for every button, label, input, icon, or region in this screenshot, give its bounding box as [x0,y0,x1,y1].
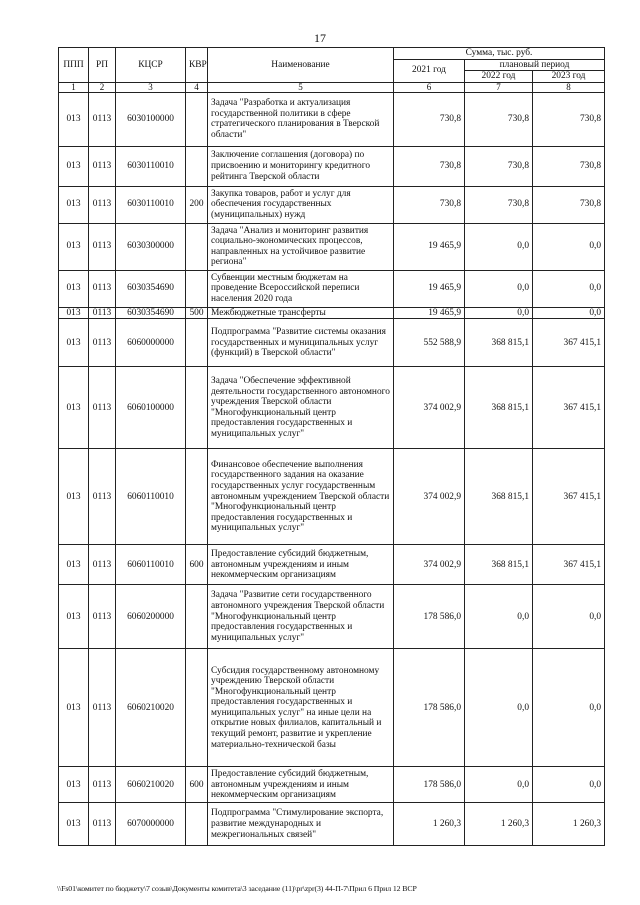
cell-kvr: 600 [186,767,208,803]
index-cell: 1 [59,82,89,92]
cell-kvr [186,92,208,146]
cell-2022: 730,8 [465,92,533,146]
index-cell: 6 [394,82,465,92]
cell-2023: 0,0 [533,307,605,319]
header-2021: 2021 год [394,59,465,82]
cell-ppp: 013 [59,545,89,585]
table-body [59,82,605,846]
cell-kvr: 600 [186,545,208,585]
table-row [59,585,605,649]
cell-name: Подпрограмма "Стимулирование экспорта, развитие международных и межрегиональных связей" [208,803,394,846]
cell-2023: 367 415,1 [533,319,605,367]
cell-kvr [186,449,208,545]
cell-kcsr: 6060210020 [116,767,186,803]
cell-kvr [186,319,208,367]
table-row [59,545,605,585]
cell-2021: 178 586,0 [394,585,465,649]
cell-2023: 730,8 [533,92,605,146]
cell-2022: 0,0 [465,767,533,803]
budget-table [58,47,605,846]
cell-2021: 19 465,9 [394,270,465,307]
cell-name: Задача "Разработка и актуализация государственной политики в сфере стратегического планирования в Тверской области" [208,92,394,146]
cell-kcsr: 6060200000 [116,585,186,649]
table-row [59,319,605,367]
cell-kcsr: 6060000000 [116,319,186,367]
cell-name: Закупка товаров, работ и услуг для обеспечения государственных (муниципальных) нужд [208,186,394,223]
cell-kcsr: 6030110010 [116,186,186,223]
page-number: 17 [314,31,326,45]
cell-kvr: 500 [186,307,208,319]
cell-2022: 0,0 [465,270,533,307]
cell-2023: 730,8 [533,186,605,223]
cell-2021: 374 002,9 [394,449,465,545]
cell-2021: 374 002,9 [394,545,465,585]
cell-2021: 374 002,9 [394,367,465,449]
table-row [59,767,605,803]
cell-2021: 178 586,0 [394,649,465,767]
cell-ppp: 013 [59,319,89,367]
cell-name: Финансовое обеспечение выполнения государственного задания на оказание государственных услуг государственным автономным учреждением Тверской области "Многофункциональный центр предоставления государственных и муниципальных услуг" [208,449,394,545]
table-header [59,48,605,83]
index-row [59,82,605,92]
cell-ppp: 013 [59,223,89,270]
cell-ppp: 013 [59,649,89,767]
cell-name: Задача "Развитие сети государственного автономного учреждения Тверской области "Многофункциональный центр предоставления государственных и муниципальных услуг" [208,585,394,649]
cell-2023: 367 415,1 [533,367,605,449]
index-cell: 3 [116,82,186,92]
cell-2022: 730,8 [465,186,533,223]
cell-kcsr: 6030100000 [116,92,186,146]
cell-ppp: 013 [59,767,89,803]
cell-rp: 0113 [89,367,116,449]
cell-2023: 0,0 [533,223,605,270]
cell-rp: 0113 [89,767,116,803]
cell-2022: 0,0 [465,649,533,767]
header-2022: 2022 год [465,71,533,83]
cell-kcsr: 6030300000 [116,223,186,270]
cell-2022: 0,0 [465,223,533,270]
cell-name: Межбюджетные трансферты [208,307,394,319]
cell-rp: 0113 [89,270,116,307]
cell-name: Субсидия государственному автономному учреждению Тверской области "Многофункциональный центр предоставления государственных и муниципальных услуг" на иные цели на открытие новых филиалов, капитальный и текущий ремонт, развитие и укрепление материально-технической базы [208,649,394,767]
cell-2022: 368 815,1 [465,319,533,367]
index-cell: 5 [208,82,394,92]
header-kvr: КВР [186,48,208,83]
cell-2023: 0,0 [533,767,605,803]
cell-kvr [186,223,208,270]
cell-kvr [186,585,208,649]
cell-2022: 730,8 [465,146,533,186]
cell-kcsr: 6060110010 [116,449,186,545]
cell-kvr [186,367,208,449]
cell-2021: 730,8 [394,92,465,146]
header-planned: плановый период [465,59,605,71]
header-sum: Сумма, тыс. руб. [394,48,605,60]
cell-kcsr: 6060210020 [116,649,186,767]
cell-2023: 367 415,1 [533,545,605,585]
cell-2022: 0,0 [465,585,533,649]
cell-2023: 0,0 [533,649,605,767]
cell-rp: 0113 [89,319,116,367]
cell-kvr: 200 [186,186,208,223]
cell-rp: 0113 [89,803,116,846]
cell-2021: 730,8 [394,186,465,223]
header-2023: 2023 год [533,71,605,83]
cell-ppp: 013 [59,146,89,186]
cell-name: Задача "Анализ и мониторинг развития социально-экономических процессов, направленных на устойчивое развитие региона" [208,223,394,270]
table-row [59,146,605,186]
cell-rp: 0113 [89,545,116,585]
cell-2022: 368 815,1 [465,545,533,585]
cell-name: Предоставление субсидий бюджетным, автономным учреждениям и иным некоммерческим организациям [208,545,394,585]
cell-kcsr: 6070000000 [116,803,186,846]
cell-2021: 1 260,3 [394,803,465,846]
table-row [59,449,605,545]
table-row [59,307,605,319]
cell-2022: 1 260,3 [465,803,533,846]
cell-2021: 19 465,9 [394,223,465,270]
cell-name: Подпрограмма "Развитие системы оказания государственных и муниципальных услуг (функций) в Тверской области" [208,319,394,367]
header-kcsr: КЦСР [116,48,186,83]
cell-kvr [186,803,208,846]
cell-rp: 0113 [89,449,116,545]
cell-kvr [186,649,208,767]
cell-kcsr: 6030110010 [116,146,186,186]
index-cell: 2 [89,82,116,92]
cell-kvr [186,146,208,186]
table-row [59,223,605,270]
cell-2023: 1 260,3 [533,803,605,846]
cell-kcsr: 6060100000 [116,367,186,449]
cell-2023: 367 415,1 [533,449,605,545]
header-name: Наименование [208,48,394,83]
table-row [59,270,605,307]
table-row [59,367,605,449]
index-cell: 7 [465,82,533,92]
cell-ppp: 013 [59,367,89,449]
cell-kcsr: 6060110010 [116,545,186,585]
table-row [59,803,605,846]
cell-name: Заключение соглашения (договора) по присвоению и мониторингу кредитного рейтинга Тверской области [208,146,394,186]
cell-rp: 0113 [89,585,116,649]
cell-rp: 0113 [89,649,116,767]
table-row [59,92,605,146]
cell-name: Задача "Обеспечение эффективной деятельности государственного автономного учреждения Тверской области "Многофункциональный центр предоставления государственных и муниципальных услуг" [208,367,394,449]
index-cell: 4 [186,82,208,92]
table-row [59,649,605,767]
cell-2022: 368 815,1 [465,367,533,449]
cell-name: Предоставление субсидий бюджетным, автономным учреждениям и иным некоммерческим организациям [208,767,394,803]
footer-file-path: \\Fs01\комитет по бюджету\7 созыв\Документы комитета\3 заседание (11)\pr\zpr(3) 44-П-7\Прил 6 Прил 12 ВСР [57,884,417,893]
cell-2021: 19 465,9 [394,307,465,319]
cell-name: Субвенции местным бюджетам на проведение Всероссийской переписи населения 2020 года [208,270,394,307]
cell-2021: 552 588,9 [394,319,465,367]
cell-2023: 0,0 [533,270,605,307]
cell-kvr [186,270,208,307]
cell-2021: 730,8 [394,146,465,186]
cell-ppp: 013 [59,307,89,319]
header-rp: РП [89,48,116,83]
cell-ppp: 013 [59,585,89,649]
table-row [59,186,605,223]
cell-ppp: 013 [59,270,89,307]
cell-2023: 0,0 [533,585,605,649]
cell-kcsr: 6030354690 [116,307,186,319]
cell-ppp: 013 [59,803,89,846]
cell-rp: 0113 [89,146,116,186]
cell-2023: 730,8 [533,146,605,186]
cell-rp: 0113 [89,186,116,223]
cell-2022: 0,0 [465,307,533,319]
cell-rp: 0113 [89,223,116,270]
cell-2022: 368 815,1 [465,449,533,545]
header-ppp: ППП [59,48,89,83]
cell-ppp: 013 [59,449,89,545]
cell-rp: 0113 [89,92,116,146]
index-cell: 8 [533,82,605,92]
cell-ppp: 013 [59,186,89,223]
cell-kcsr: 6030354690 [116,270,186,307]
cell-ppp: 013 [59,92,89,146]
cell-2021: 178 586,0 [394,767,465,803]
cell-rp: 0113 [89,307,116,319]
